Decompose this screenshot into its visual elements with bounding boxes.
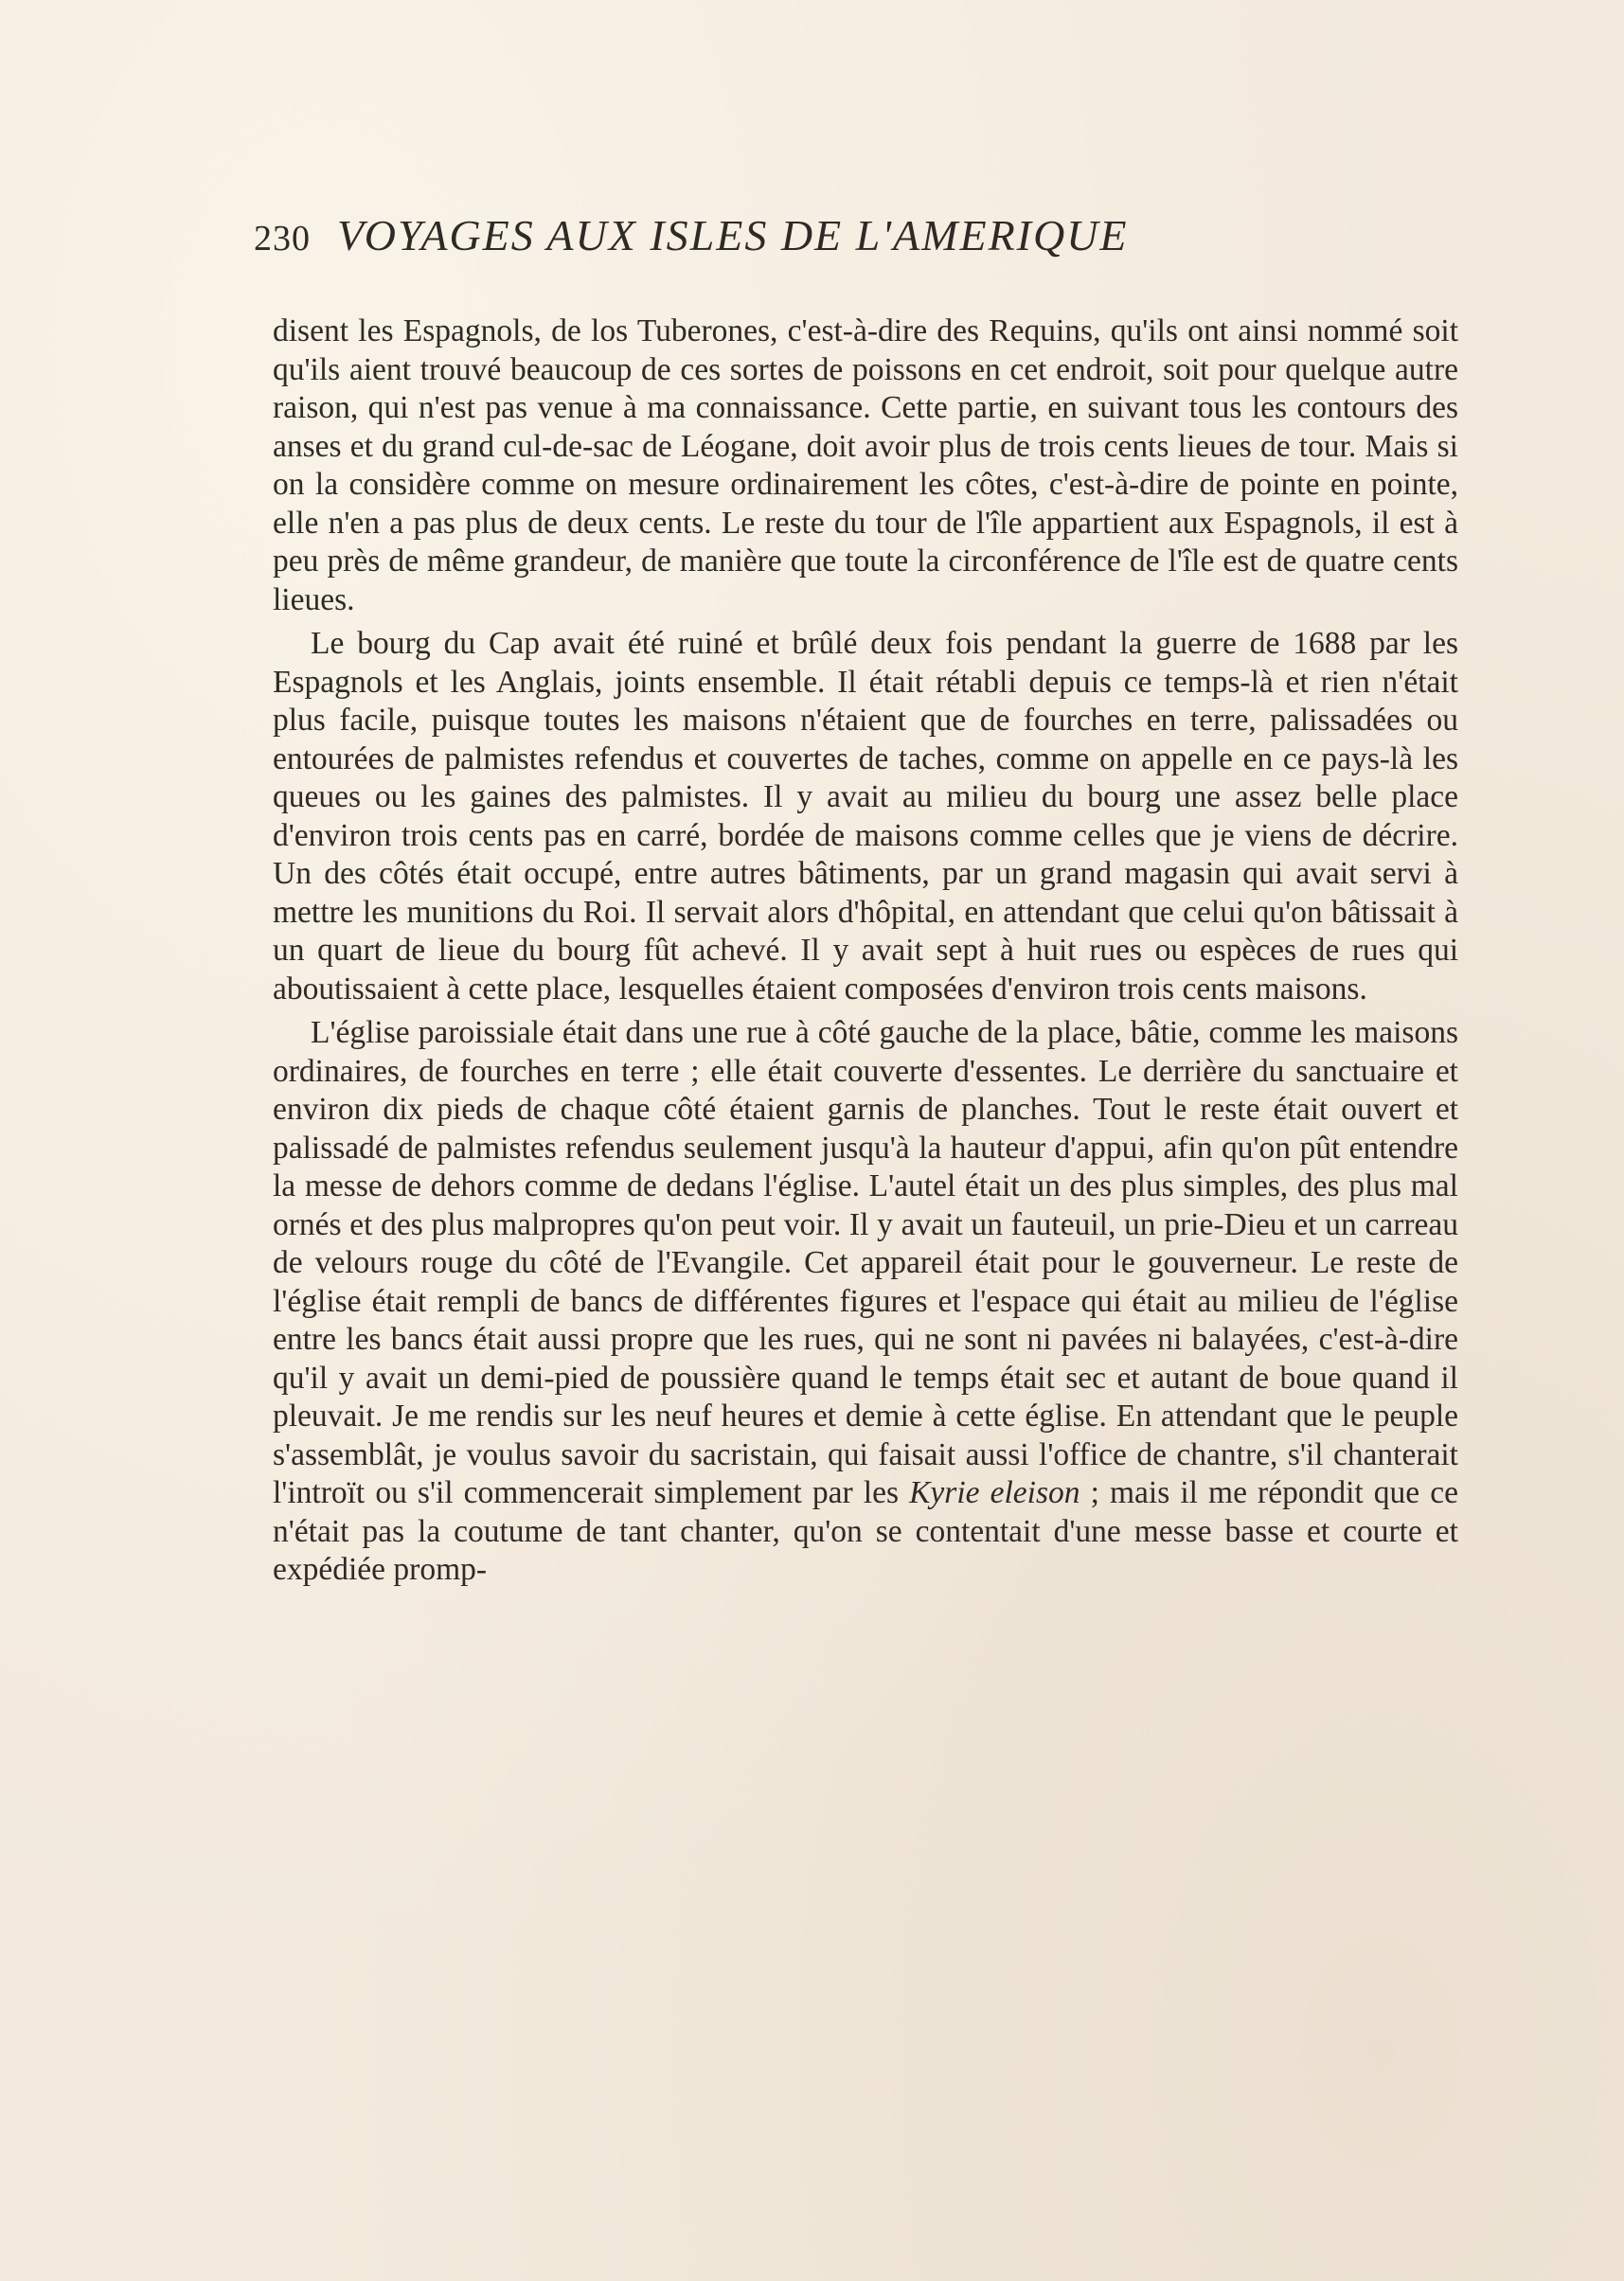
paragraph-3 [273,1014,1458,1590]
paragraph-2: Le bourg du Cap avait été ruiné et brûlé deux fois pendant la guerre de 1688 par les Espagnols et les Anglais, joints ensemble. Il était rétabli depuis ce temps-là et rien n'était plus facile, puisque toutes les maisons n'étaient que de fourches en terre, palissadées ou entourées de palmistes refendus et couvertes de taches, comme on appelle en ce pays-là les queues ou les gaines des palmistes. Il y avait au milieu du bourg une assez belle place d'environ trois cents pas en carré, bordée de maisons comme celles que je viens de décrire. Un des côtés était occupé, entre autres bâtiments, par un grand magasin qui avait servi à mettre les munitions du Roi. Il servait alors d'hôpital, en attendant que celui qu'on bâtissait à un quart de lieue du bourg fût achevé. Il y avait sept à huit rues ou espèces de rues qui aboutissaient à cette place, lesquelles étaient composées d'environ trois cents maisons. [273,626,1458,1007]
running-head [254,210,1456,276]
page-number: 230 [254,219,311,258]
paragraph-3-text-end: ; mais il me répondit que ce n'était pas la coutume de tant chanter, qu'on se contentait d'une messe basse et courte et expédiée promp- [273,1475,1458,1587]
italic-phrase: Kyrie eleison [909,1475,1080,1510]
paragraph-3-text-start: L'église paroissiale était dans une rue à côté gauche de la place, bâtie, comme les maisons ordinaires, de fourches en terre ; elle était couverte d'essentes. Le derrière du sanctuaire et environ dix pieds de chaque côté étaient garnis de planches. Tout le reste était ouvert et palissadé de palmistes refendus seulement jusqu'à la hauteur d'appui, afin qu'on pût entendre la messe de dehors comme de dedans l'église. L'autel était un des plus simples, des plus mal ornés et des plus malpropres qu'on peut voir. Il y avait un fauteuil, un prie-Dieu et un carreau de velours rouge du côté de l'Evangile. Cet appareil était pour le gouverneur. Le reste de l'église était rempli de bancs de différentes figures et l'espace qui était au milieu de l'église entre les bancs était aussi propre que les rues, qui ne sont ni pavées ni balayées, c'est-à-dire qu'il y avait un demi-pied de poussière quand le temps était sec et autant de boue quand il pleuvait. Je me rendis sur les neuf heures et demie à cette église. En attendant que le peuple s'assemblât, je voulus savoir du sacristain, qui faisait aussi l'office de chantre, s'il chanterait l'introït ou s'il commencerait simplement par les [273,1015,1458,1510]
body-text [273,312,1458,1590]
paragraph-1: disent les Espagnols, de los Tuberones, c'est-à-dire des Requins, qu'ils ont ainsi nommé soit qu'ils aient trouvé beaucoup de ces sortes de poissons en cet endroit, soit pour quelque autre raison, qui n'est pas venue à ma connaissance. Cette partie, en suivant tous les contours des anses et du grand cul-de-sac de Léogane, doit avoir plus de trois cents lieues de tour. Mais si on la considère comme on mesure ordinairement les côtes, c'est-à-dire de pointe en pointe, elle n'en a pas plus de deux cents. Le reste du tour de l'île appartient aux Espagnols, il est à peu près de même grandeur, de manière que toute la circonférence de l'île est de quatre cents lieues. [273,313,1458,617]
running-title: VOYAGES AUX ISLES DE L'AMERIQUE [337,211,1129,259]
